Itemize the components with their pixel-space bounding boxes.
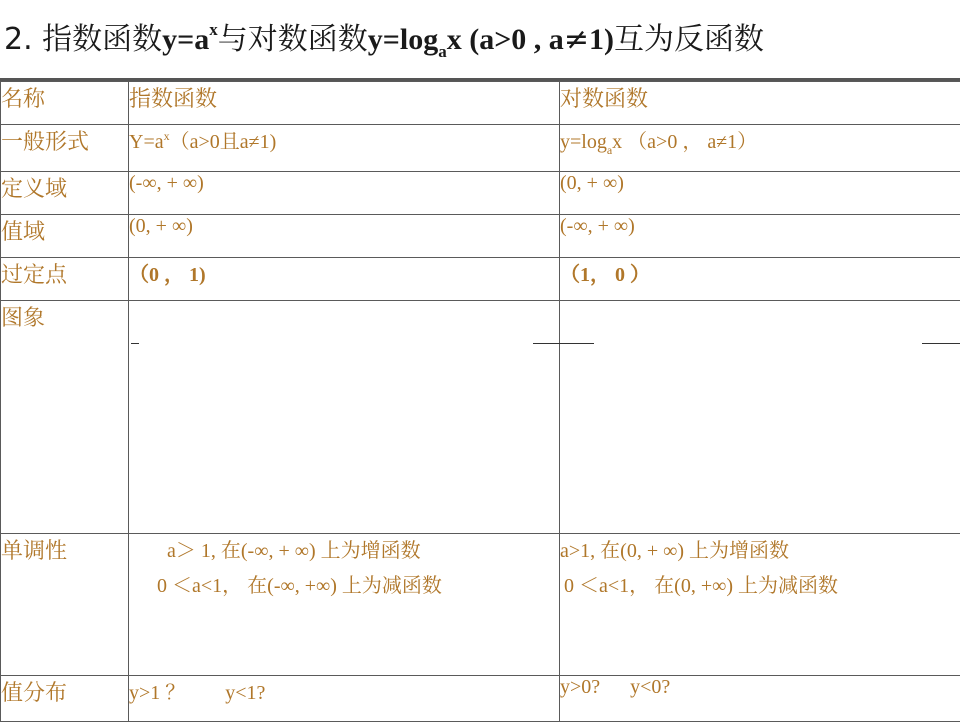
title-exp-formula: $y=a^x$ bbox=[162, 23, 218, 56]
header-log: 对数函数 bbox=[560, 82, 960, 125]
exp-range: (0, + ∞) bbox=[129, 215, 560, 258]
comparison-table bbox=[0, 81, 960, 722]
axis-tick bbox=[131, 343, 139, 344]
log-monotonicity bbox=[560, 534, 960, 676]
row-label: 值域 bbox=[1, 215, 129, 258]
row-label: 定义域 bbox=[1, 172, 129, 215]
row-label: 图象 bbox=[1, 301, 129, 534]
mono-line-2: 0 ＜a<1， 在(-∞, +∞) 上为减函数 bbox=[157, 569, 559, 598]
exp-monotonicity bbox=[129, 534, 560, 676]
row-label: 过定点 bbox=[1, 258, 129, 301]
header-exp: 指数函数 bbox=[129, 82, 560, 125]
table-row-range bbox=[1, 215, 960, 258]
exp-graph-area bbox=[129, 301, 560, 534]
mono-line-1: a>1, 在(0, + ∞) 上为增函数 bbox=[560, 534, 960, 563]
table-row-value-distribution bbox=[1, 676, 960, 722]
axis-tick bbox=[560, 343, 594, 344]
mono-line-1: a＞ 1, 在(-∞, + ∞) 上为增函数 bbox=[167, 534, 559, 563]
log-general-form: $y=\log_ax$ （a>0 ， a≠1） bbox=[560, 125, 960, 172]
table-row-graph bbox=[1, 301, 960, 534]
title-middle: 与对数函数 bbox=[218, 22, 368, 57]
title-log-formula: $y=\log_ax$ (a>0 , a bbox=[368, 23, 564, 56]
page-title bbox=[4, 14, 764, 64]
exp-domain: (-∞, + ∞) bbox=[129, 172, 560, 215]
log-fixed-point: （1， 0 ） bbox=[560, 258, 960, 301]
exp-value-distribution: y>1 ？ y<1? bbox=[129, 676, 560, 722]
mono-line-2: 0 ＜a<1， 在(0, +∞) 上为减函数 bbox=[564, 569, 960, 598]
exp-fixed-point: （0 ， 1) bbox=[129, 258, 560, 301]
title-cond-end: 1) bbox=[589, 23, 614, 56]
table-row-general-form bbox=[1, 125, 960, 172]
log-value-distribution: y>0? y<0? bbox=[560, 676, 960, 722]
table-row-domain bbox=[1, 172, 960, 215]
exp-general-form: $Y=a^x(a>0$且a≠1) bbox=[129, 125, 560, 172]
title-neq: ≠ bbox=[564, 22, 589, 57]
table-row-monotonicity bbox=[1, 534, 960, 676]
header-label: 名称 bbox=[1, 82, 129, 125]
table-row-fixed-point bbox=[1, 258, 960, 301]
log-domain: (0, + ∞) bbox=[560, 172, 960, 215]
log-graph-area bbox=[560, 301, 960, 534]
row-label: 一般形式 bbox=[1, 125, 129, 172]
title-prefix: 2. 指数函数 bbox=[4, 22, 162, 57]
log-range: (-∞, + ∞) bbox=[560, 215, 960, 258]
row-label: 值分布 bbox=[1, 676, 129, 722]
axis-tick bbox=[922, 343, 960, 344]
row-label: 单调性 bbox=[1, 534, 129, 676]
title-suffix: 互为反函数 bbox=[614, 22, 764, 57]
axis-tick bbox=[533, 343, 560, 344]
table-row-header bbox=[1, 82, 960, 125]
